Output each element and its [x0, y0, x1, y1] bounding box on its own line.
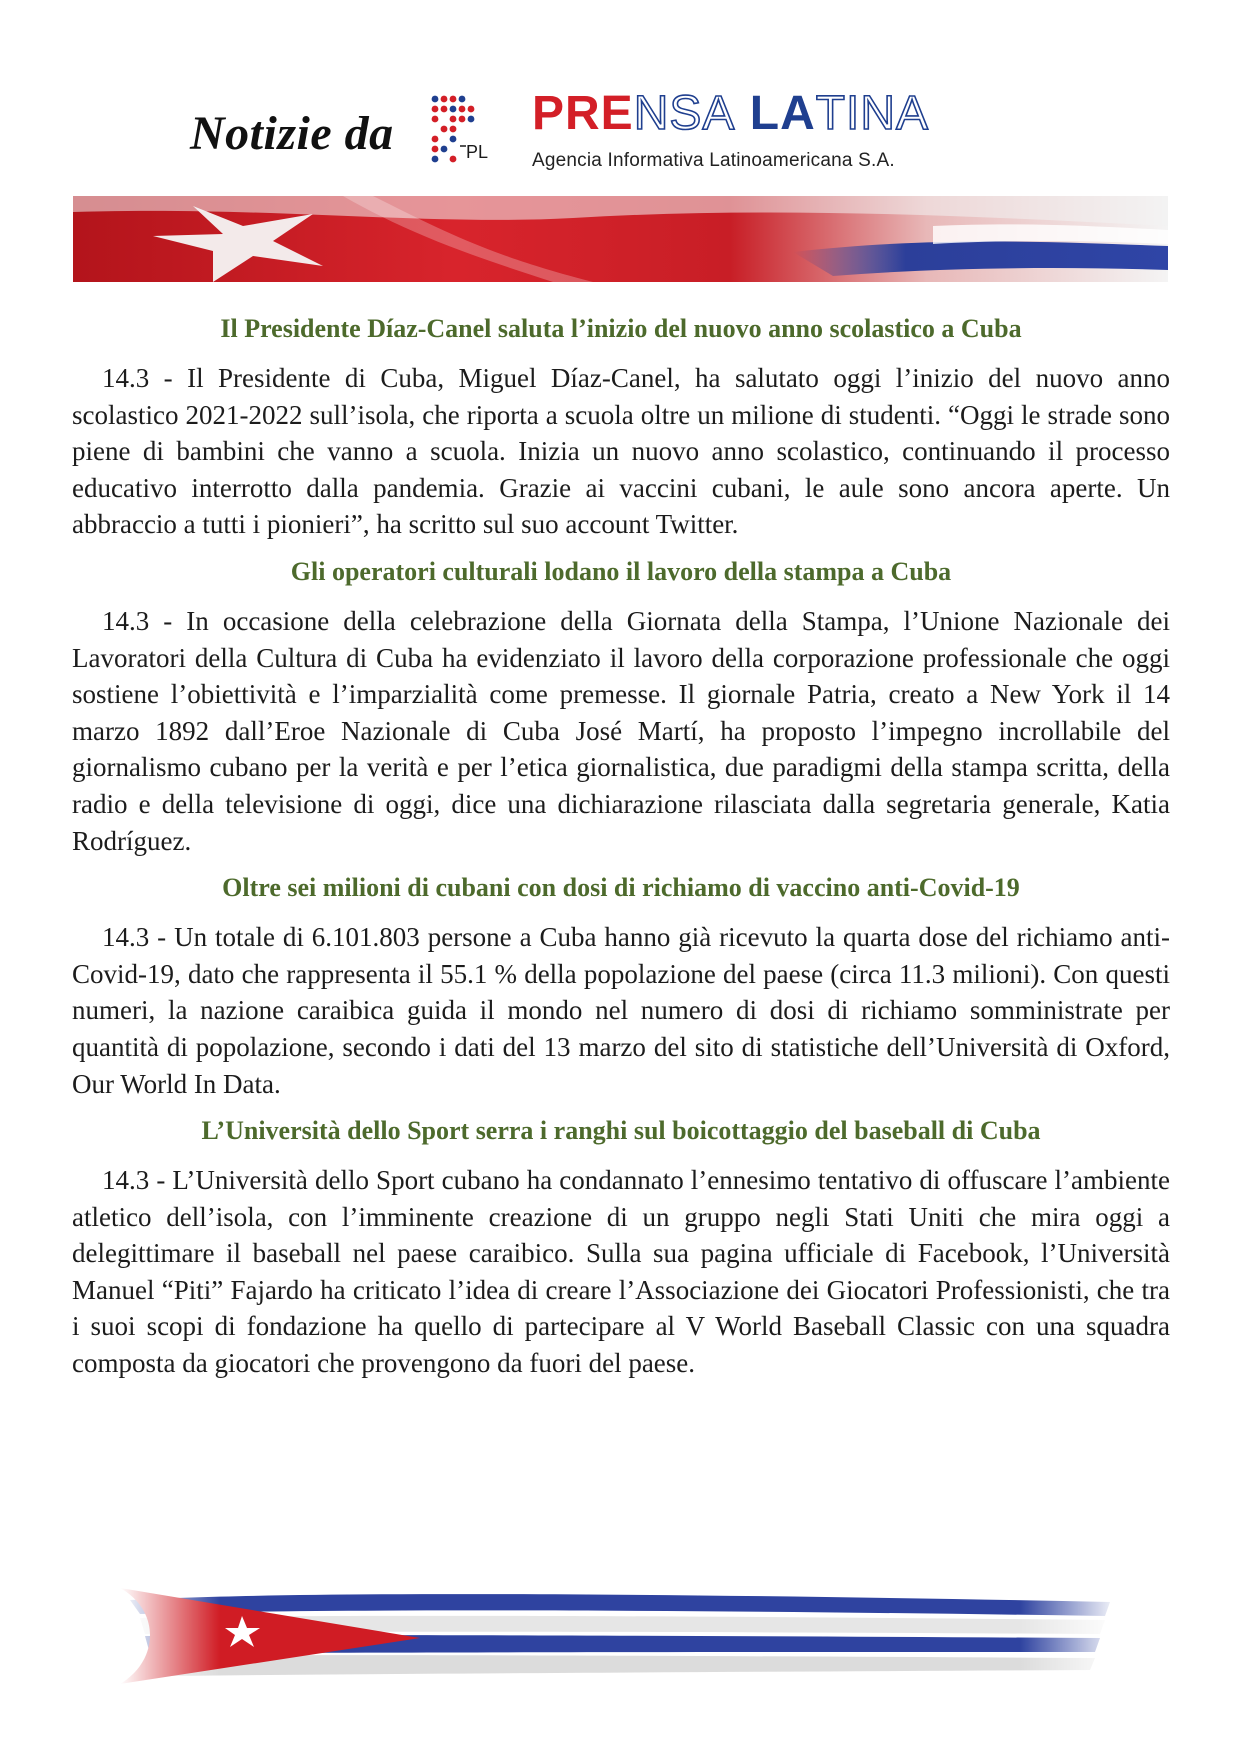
brand-part-4: TINA — [815, 87, 930, 140]
logo-dot — [432, 106, 439, 113]
logo-dot — [441, 146, 448, 153]
logo-dot — [441, 126, 448, 133]
logo-dot — [450, 96, 457, 103]
logo-dot — [459, 96, 466, 103]
logo-dot — [459, 116, 466, 123]
logo-dot — [441, 96, 448, 103]
logo-dot — [450, 106, 457, 113]
logo-dot — [450, 116, 457, 123]
masthead — [0, 86, 1241, 186]
logo-dot — [459, 106, 466, 113]
logo-dot — [441, 106, 448, 113]
agency-subtitle: Agencia Informativa Latinoamericana S.A. — [532, 150, 895, 171]
logo-dot — [450, 136, 457, 143]
logo-dot — [432, 96, 439, 103]
brand-part-1: PRE — [532, 87, 634, 140]
brand-name — [532, 87, 930, 140]
article — [72, 1114, 1170, 1382]
prensa-latina-logo-icon — [430, 94, 498, 174]
logo-dot — [432, 156, 439, 163]
logo-dot — [432, 116, 439, 123]
article-body: 14.3 - Un totale di 6.101.803 persone a Cuba hanno già ricevuto la quarta dose del richiamo anti-Covid-19, dato che rappresenta il 55.1 % della popolazione del paese (circa 11.3 milioni). Con questi numeri, la nazione caraibica guida il mondo nel numero di dosi di richiamo somministrate per quantità di popolazione, secondo i dati del 13 marzo del sito di statistiche dell’Università di Oxford, Our World In Data. — [72, 922, 1170, 1099]
article — [72, 555, 1170, 859]
articles-list — [72, 300, 1170, 1392]
article-body: 14.3 - In occasione della celebrazione della Giornata della Stampa, l’Unione Nazionale dei Lavoratori della Cultura di Cuba ha evidenziato il lavoro della corporazione professionale che oggi sostiene l’obiettività e l’imparzialità come premesse. Il giornale Patria, creato a New York il 14 marzo 1892 dall’Eroe Nazionale di Cuba José Martí, ha proposto l’impegno incrollabile del giornalismo cubano per la verità e per l’etica giornalistica, due paradigmi della stampa scritta, della radio e della televisione di oggi, dice una dichiarazione rilasciata dalla segretaria generale, Katia Rodríguez. — [72, 605, 1170, 856]
article — [72, 871, 1170, 1102]
article-headline: Il Presidente Díaz-Canel saluta l’inizio del nuovo anno scolastico a Cuba — [220, 314, 1022, 343]
notizie-da-label: Notizie da — [190, 107, 394, 160]
cuban-flag-banner-icon — [73, 196, 1168, 282]
logo-dot — [468, 116, 475, 123]
article-headline: L’Università dello Sport serra i ranghi sul boicottaggio del baseball di Cuba — [201, 1116, 1041, 1146]
logo-dot — [468, 106, 475, 113]
brand-part-3: LA — [735, 87, 816, 140]
logo-mark: PL — [466, 142, 489, 162]
article-body: 14.3 - Il Presidente di Cuba, Miguel Díaz-Canel, ha salutato oggi l’inizio del nuovo anno scolastico 2021-2022 sull’isola, che riporta a scuola oltre un milione di studenti. “Oggi le strade sono piene di bambini che vanno a scuola. Inizia un nuovo anno scolastico, continuando il processo educativo interrotto dalla pandemia. Grazie ai vaccini cubani, le aule sono ancora aperte. Un abbraccio a tutti i pionieri”, ha scritto sul suo account Twitter. — [72, 363, 1170, 540]
article — [72, 312, 1170, 543]
brand-part-2: NSA — [633, 87, 736, 140]
logo-dot — [432, 136, 439, 143]
article-headline: Oltre sei milioni di cubani con dosi di richiamo di vaccino anti-Covid-19 — [222, 873, 1020, 903]
logo-dot — [450, 126, 457, 133]
cuban-flag-brushstroke-icon — [120, 1580, 1120, 1690]
article-headline: Gli operatori culturali lodano il lavoro della stampa a Cuba — [290, 556, 952, 586]
logo-dot — [432, 146, 439, 153]
article-body: 14.3 - L’Università dello Sport cubano ha condannato l’ennesimo tentativo di offuscare l’ambiente atletico dell’isola, con l’imminente creazione di un gruppo negli Stati Uniti che mira oggi a delegittimare il baseball nel paese caraibico. Sulla sua pagina ufficiale di Facebook, l’Università Manuel “Piti” Fajardo ha criticato l’idea di creare l’Associazione dei Giocatori Professionisti, che tra i suoi scopi di fondazione ha quello di partecipare al V World Baseball Classic con una squadra composta da giocatori che provengono da fuori del paese. — [72, 1165, 1170, 1379]
logo-dot — [450, 156, 457, 163]
